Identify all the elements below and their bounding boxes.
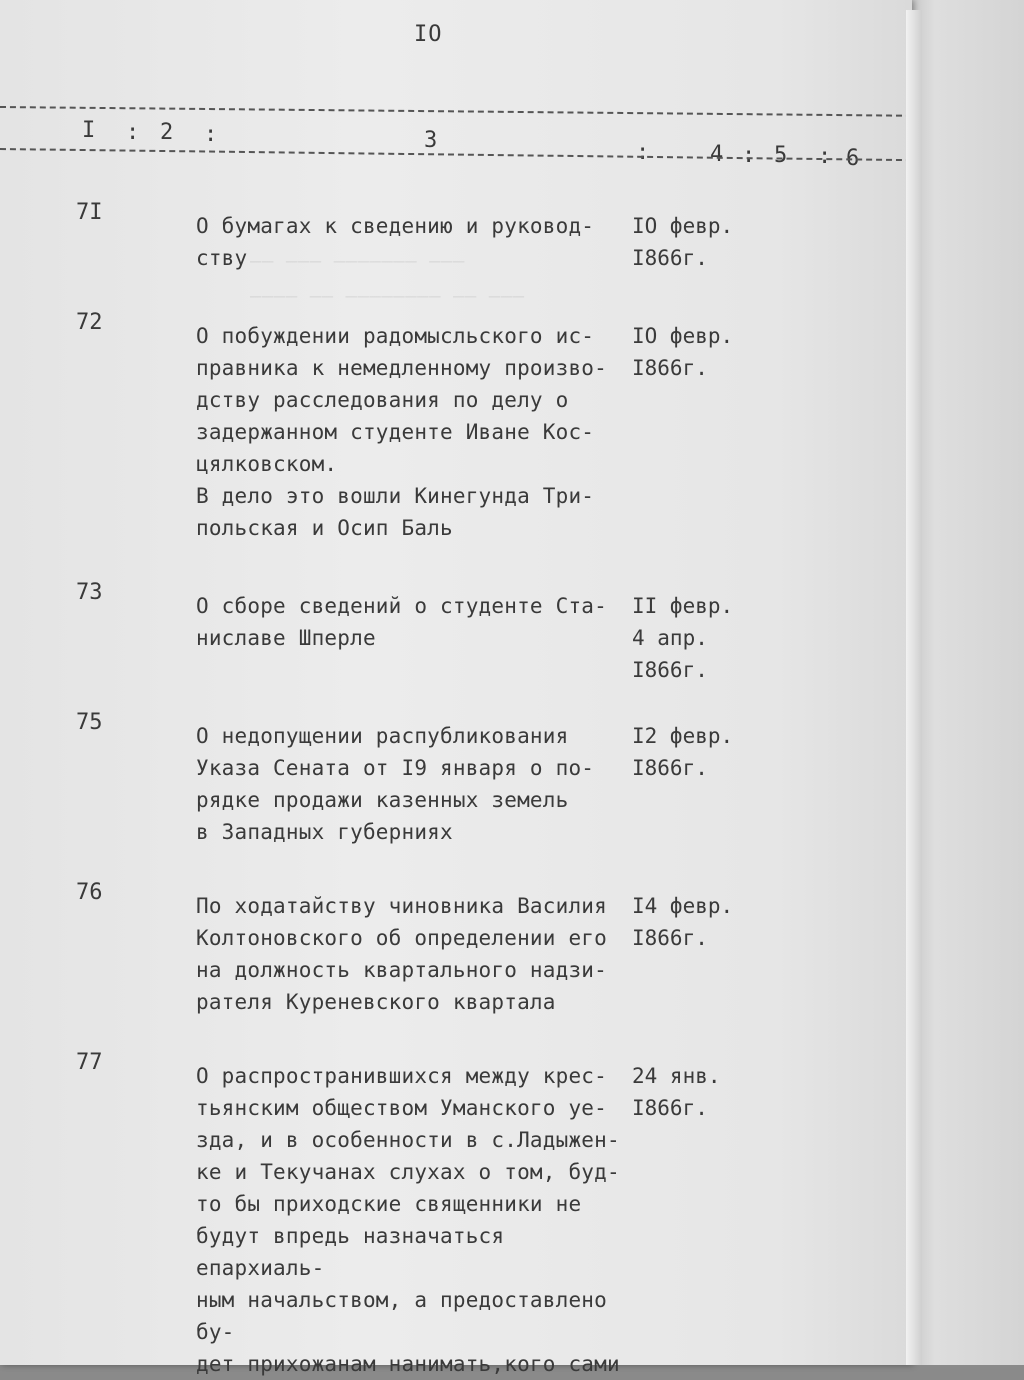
page-edge bbox=[906, 10, 922, 1365]
column-header-6: 6 bbox=[846, 146, 860, 171]
column-separator: : bbox=[126, 120, 140, 145]
entry-date: II февр. 4 апр. I866г. bbox=[632, 594, 734, 682]
entry-description: О бумагах к сведению и руковод- ству bbox=[196, 214, 595, 270]
column-header-4: 4 bbox=[710, 142, 724, 167]
column-header-1: I bbox=[82, 118, 96, 143]
entry-date: 24 янв. I866г. bbox=[632, 1064, 721, 1120]
page-number: IO bbox=[414, 22, 443, 47]
entry-description: По ходатайству чиновника Василия Колтоновского об определении его на должность квартального надзи- рателя Куреневского квартала bbox=[196, 894, 607, 1014]
entry-number: 7I bbox=[76, 200, 103, 225]
entry-date: I4 февр. I866г. bbox=[632, 894, 734, 950]
entry-description: О недопущении распубликования Указа Сената от I9 января о по- рядке продажи казенных земель в Западных губерниях bbox=[196, 724, 595, 844]
column-separator: : bbox=[742, 143, 756, 168]
header-rule-top bbox=[0, 106, 912, 117]
entry-description: О сборе сведений о студенте Ста- ниславе Шперле bbox=[196, 594, 607, 650]
entry-date: I2 февр. I866г. bbox=[632, 724, 734, 780]
entry-description: О побуждении радомысльского ис- правника к немедленному произво- дству расследования по делу о задержанном студенте Иване Кос- цялковском. В дело это вошли Кинегунда Три- польская и Осип Баль bbox=[196, 324, 607, 540]
column-header-3: 3 bbox=[424, 128, 438, 153]
entry-number: 75 bbox=[76, 710, 103, 735]
entry-date: IO февр. I866г. bbox=[632, 214, 734, 270]
entry-number: 72 bbox=[76, 310, 103, 335]
entry-number: 76 bbox=[76, 880, 103, 905]
entry-number: 77 bbox=[76, 1050, 103, 1075]
column-separator: : bbox=[818, 144, 832, 169]
column-separator: : bbox=[204, 122, 218, 147]
column-header-5: 5 bbox=[774, 143, 788, 168]
underlying-sheet bbox=[912, 0, 1024, 1365]
bleed-through-text: ———— —— ———————— —— ——— bbox=[250, 285, 525, 307]
entry-date: IO февр. I866г. bbox=[632, 324, 734, 380]
bleed-through-text: —— ——— ——————— ——— bbox=[250, 250, 465, 272]
entry-description: О распространившихся между крес- тьянским обществом Уманского уе- зда, и в особенности в с.Ладыжен- ке и Текучанах слухах о том, буд- то бы приходские священники не будут впредь назначаться епархиаль- ным начальством, а предоставлено бу- дет прихожанам нанимать,кого сами bbox=[196, 1064, 620, 1376]
column-header-2: 2 bbox=[160, 120, 174, 145]
entry-number: 73 bbox=[76, 580, 103, 605]
column-separator: : bbox=[636, 140, 650, 165]
